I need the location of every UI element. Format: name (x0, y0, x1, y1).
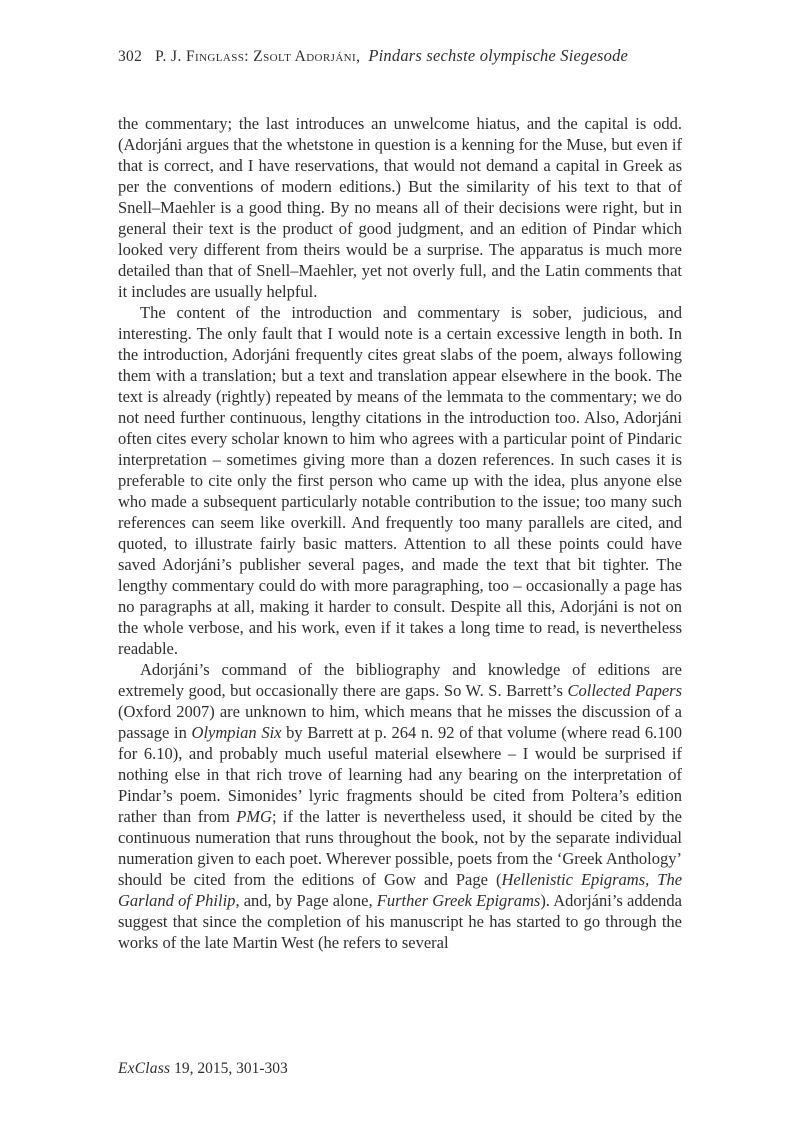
italic-title-run: PMG (236, 807, 272, 826)
reviewer-heading: P. J. Finglass: Zsolt Adorjáni, (155, 48, 361, 65)
paragraph (118, 113, 682, 302)
italic-title-run: The Garland of Philip (118, 870, 683, 910)
running-head (118, 46, 682, 66)
text-run: by Barrett at p. 264 n. 92 of that volume (where read 6.100 for 6.10), and probably much useful material elsewhere – I would be surprised if nothing else in that rich trove of learning had any bearing on the interpretation of Pindar’s poem. Simonides’ lyric fragments should be cited from Poltera’s edition rather than from (118, 723, 683, 826)
review-body (118, 113, 682, 953)
reviewed-book-title: Pindars sechste olympische Siegesode (368, 46, 629, 65)
text-run: , and, by Page alone, (235, 891, 377, 910)
text-run: ). Adorjáni’s addenda suggest that since the completion of his manuscript he has started to go through the works of the late Martin West (he refers to several (118, 891, 682, 952)
italic-title-run: Further Greek Epigrams (376, 891, 541, 910)
page-number: 302 (118, 48, 143, 65)
text-run: Adorjáni’s command of the bibliography and knowledge of editions are extremely good, but occasionally there are gaps. So W. S. Barrett’s (118, 660, 682, 700)
paragraph (118, 302, 682, 659)
text-run: (Oxford 2007) are unknown to him, which means that he misses the discussion of a passage in (118, 702, 682, 742)
italic-title-run: Collected Papers (567, 681, 682, 700)
italic-title-run: Hellenistic Epigrams, (501, 870, 650, 889)
italic-title-run: Olympian Six (191, 723, 282, 742)
journal-name: ExClass (118, 1060, 171, 1077)
issue-info: 19, 2015, 301-303 (174, 1060, 288, 1077)
text-run: the commentary; the last introduces an unwelcome hiatus, and the capital is odd. (Adorjáni argues that the whetstone in question is a kenning for the Muse, but even if that is correct, and I have reservations, that would not demand a capital in Greek as per the conventions of modern editions.) But the similarity of his text to that of Snell–Maehler is a good thing. By no means all of their decisions were right, but in general their text is the product of good judgment, and an edition of Pindar which looked very different from theirs would be a surprise. The apparatus is much more detailed than that of Snell–Maehler, yet not overly full, and the Latin comments that it includes are usually helpful. (118, 114, 682, 301)
text-run: The content of the introduction and commentary is sober, judicious, and interesting. The only fault that I would note is a certain excessive length in both. In the introduction, Adorjáni frequently cites great slabs of the poem, always following them with a translation; but a text and translation appear elsewhere in the book. The text is already (rightly) repeated by means of the lemmata to the commentary; we do not need further continuous, lengthy citations in the introduction too. Also, Adorjáni often cites every scholar known to him who agrees with a particular point of Pindaric interpretation – sometimes giving more than a dozen references. In such cases it is preferable to cite only the first person who came up with the idea, plus anyone else who made a subsequent particularly notable contribution to the issue; too many such references can seem like overkill. And frequently too many parallels are cited, and quoted, to illustrate fairly basic matters. Attention to all these points could have saved Adorjáni’s publisher several pages, and made the text that bit tighter. The lengthy commentary could do with more paragraphing, too – occasionally a page has no paragraphs at all, making it harder to consult. Despite all this, Adorjáni is not on the whole verbose, and his work, even if it takes a long time to read, is nevertheless readable. (118, 303, 682, 658)
text-run: ; if the latter is nevertheless used, it should be cited by the continuous numeration that runs throughout the book, not by the separate individual numeration given to each poet. Wherever possible, poets from the ‘Greek Anthology’ should be cited from the editions of Gow and Page ( (118, 807, 682, 889)
paragraph (118, 659, 682, 953)
footer-citation (118, 1060, 288, 1078)
